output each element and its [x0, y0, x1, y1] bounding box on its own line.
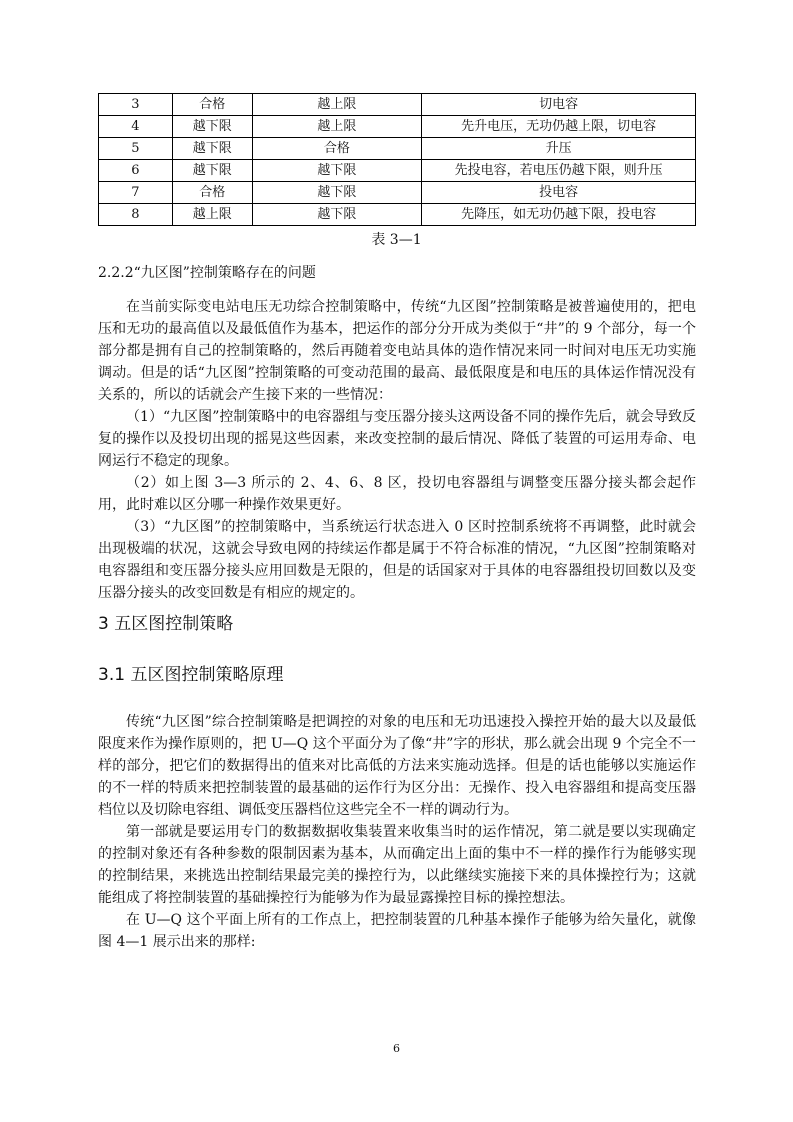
table-cell: 7 [99, 182, 173, 204]
table-cell: 8 [99, 204, 173, 226]
table-caption: 表 3—1 [371, 232, 422, 248]
paragraph: 在当前实际变电站电压无功综合控制策略中，传统“九区图”控制策略是被普遍使用的，把电压和无功的最高值以及最低值作为基本，把运作的部分分开成为类似于“井”的 9 个部分，每一个部分都是拥有自己的控制策略的，然后再随着变电站具体的造作情况来同一时间对电压无功实施调动。但是的话“九区图”控制策略的可变动范围的最高、最低限度是和电压的具体运作情况没有关系的，所以的话就会产生接下来的一些情况： [98, 299, 696, 403]
table-cell: 合格 [252, 138, 422, 160]
chapter-3-heading: 3 五区图控制策略 [98, 614, 234, 634]
paragraph: 传统“九区图”综合控制策略是把调控的对象的电压和无功迅速投入操控开始的最大以及最低限度来作为操作原则的，把 U—Q 这个平面分为了像“井”字的形状，那么就会出现 9 个完全不一样的部分，把它们的数据得出的值来对比高低的方法来实施动选择。但是的话也能够以实施运作的不一样的特质来把控制装置的最基础的运作行为区分出：无操作、投入电容器组和提高变压器档位以及切除电容组、调低变压器档位这些完全不一样的调动行为。 [98, 714, 696, 818]
strategy-table [98, 93, 696, 226]
table-cell: 越下限 [252, 204, 422, 226]
table-cell: 先降压，如无功仍越下限，投电容 [422, 204, 696, 226]
table-cell: 6 [99, 160, 173, 182]
table-cell: 越下限 [172, 116, 252, 138]
table-cell: 越下限 [252, 160, 422, 182]
table-cell: 先投电容，若电压仍越下限，则升压 [422, 160, 696, 182]
table-row [99, 204, 696, 226]
section-2-2-2-body [98, 296, 696, 604]
table-cell: 越上限 [172, 204, 252, 226]
table-row [99, 160, 696, 182]
section-heading-2-2-2: 2.2.2“九区图”控制策略存在的问题 [98, 265, 316, 281]
table-row [99, 116, 696, 138]
section-3-1-heading: 3.1 五区图控制策略原理 [98, 665, 284, 685]
table-cell: 4 [99, 116, 173, 138]
table-cell: 合格 [172, 94, 252, 116]
table-cell: 越上限 [252, 94, 422, 116]
table-cell: 合格 [172, 182, 252, 204]
table-cell: 先升电压，无功仍越上限，切电容 [422, 116, 696, 138]
paragraph: （2）如上图 3—3 所示的 2、4、6、8 区，投切电容器组与调整变压器分接头都会起作用，此时难以区分哪一种操作效果更好。 [98, 475, 696, 513]
paragraph: 第一部就是要运用专门的数据数据收集装置来收集当时的运作情况，第二就是要以实现确定的控制对象还有各种参数的限制因素为基本，从而确定出上面的集中不一样的操作行为能够实现的控制结果，来挑选出控制结果最完美的操控行为，以此继续实施接下来的具体操控行为；这就能组成了将控制装置的基础操控行为能够为作为最显露操控目标的操控想法。 [98, 824, 696, 906]
table-cell: 切电容 [422, 94, 696, 116]
table-cell: 越下限 [172, 138, 252, 160]
section-3-1-body [98, 711, 696, 953]
table-row [99, 94, 696, 116]
table-row [99, 182, 696, 204]
table-cell: 越上限 [252, 116, 422, 138]
table-cell: 5 [99, 138, 173, 160]
paragraph: （1）“九区图”控制策略中的电容器组与变压器分接头这两设备不同的操作先后，就会导致反复的操作以及投切出现的摇晃这些因素，来改变控制的最后情况、降低了装置的可运用寿命、电网运行不稳定的现象。 [98, 409, 696, 469]
table-cell: 3 [99, 94, 173, 116]
table-cell: 越下限 [252, 182, 422, 204]
table-cell: 投电容 [422, 182, 696, 204]
paragraph: （3）“九区图”的控制策略中，当系统运行状态进入 0 区时控制系统将不再调整，此时就会出现极端的状况，这就会导致电网的持续运作都是属于不符合标准的情况，“九区图”控制策略对电容器组和变压器分接头应用回数是无限的，但是的话国家对于具体的电容器组投切回数以及变压器分接头的改变回数是有相应的规定的。 [98, 519, 696, 601]
paragraph: 在 U—Q 这个平面上所有的工作点上，把控制装置的几种基本操作子能够为给矢量化，就像图 4—1 展示出来的那样: [98, 912, 696, 950]
page-number: 6 [393, 1042, 400, 1055]
table-row [99, 138, 696, 160]
table-cell: 越下限 [172, 160, 252, 182]
table-cell: 升压 [422, 138, 696, 160]
